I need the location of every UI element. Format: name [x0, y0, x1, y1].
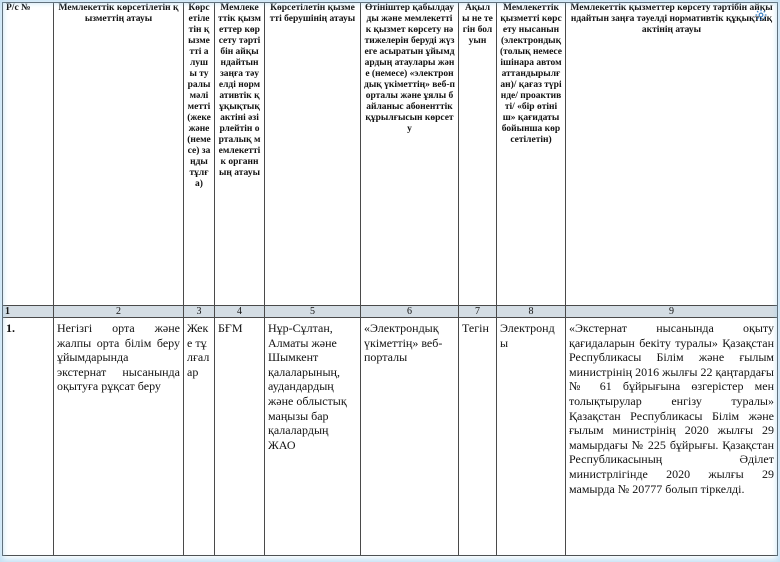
- column-number: 9: [566, 306, 778, 318]
- services-table: [2, 2, 778, 556]
- header-service-name: Мемлекеттік көрсетілетін қызметтің атауы: [54, 3, 184, 306]
- column-number: 2: [54, 306, 184, 318]
- column-number: 7: [459, 306, 497, 318]
- column-number: 6: [361, 306, 459, 318]
- header-portal: Өтініштер қабылдауды және мемлекеттік қызмет көрсету нәтижелерін беруді жүзеге асыратын ұйымдардың атаулары және (немесе) «электрондық үкіметтің» веб-порталы және ұялы байланыс абоненттік құрылғысын көрсету: [361, 3, 459, 306]
- column-number: 5: [265, 306, 361, 318]
- cell-act: «Экстернат нысанында оқыту қағидаларын бекіту туралы» Қазақстан Республикасы Білім және ғылым министрінің 2016 жылғы 22 қаңтардағы № 61 бұйрығына өзгерістер мен толықтырулар енгізу туралы» Қазақстан Республикасы Білім және ғылым министрінің 2020 жылғы 29 мамырдағы № 225 бұйрығы. Қазақстан Республикасының Әділет министрлігінде 2020 жылғы 29 мамырда № 20777 болып тіркелді.: [566, 318, 778, 556]
- header-form: Мемлекеттік қызметті көрсету нысанын (электрондық (толық немесе ішінара автоматтандырылған)/ қағаз түрінде/ проактивті/ «бір өтініш» қағидаты бойынша көрсетілетін): [497, 3, 566, 306]
- header-recipient: Көрсетілетін қызметті алушы туралы мәліметті (жеке және (немесе) заңды тұлға): [184, 3, 215, 306]
- table-row: [3, 318, 778, 556]
- header-provider: Көрсетілетін қызметті берушінің атауы: [265, 3, 361, 306]
- cell-recipient: Жеке тұлғалар: [184, 318, 215, 556]
- gear-icon[interactable]: [754, 8, 768, 22]
- row-number: 1.: [3, 318, 54, 556]
- cell-fee: Тегін: [459, 318, 497, 556]
- column-number: 3: [184, 306, 215, 318]
- header-index: Р/с №: [3, 3, 54, 306]
- cell-ministry: БҒМ: [215, 318, 265, 556]
- cell-provider: Нұр-Сұлтан, Алматы және Шымкент қалаларының, аудандардың және облыстық маңызы бар қалалардың ЖАО: [265, 318, 361, 556]
- cell-form: Электронды: [497, 318, 566, 556]
- header-ministry: Мемлекеттік қызметтер көрсету тәртібін айқындайтын заңға тәуелді нормативтік құқықтық актіні әзірлейтін орталық мемлекеттік органның атауы: [215, 3, 265, 306]
- cell-service-name: Негізгі орта және жалпы орта білім беру ұйымдарында экстернат нысанында оқытуға рұқсат беру: [54, 318, 184, 556]
- column-number: 1: [3, 306, 54, 318]
- header-row: [3, 3, 778, 306]
- column-number-row: [3, 306, 778, 318]
- cell-portal: «Электрондық үкіметтің» веб-порталы: [361, 318, 459, 556]
- column-number: 8: [497, 306, 566, 318]
- column-number: 4: [215, 306, 265, 318]
- header-fee: Ақылы не тегін болуын: [459, 3, 497, 306]
- header-act: Мемлекеттік қызметтер көрсету тәртібін айқындайтын заңға тәуелді нормативтік құқықтық актінің атауы: [566, 3, 778, 306]
